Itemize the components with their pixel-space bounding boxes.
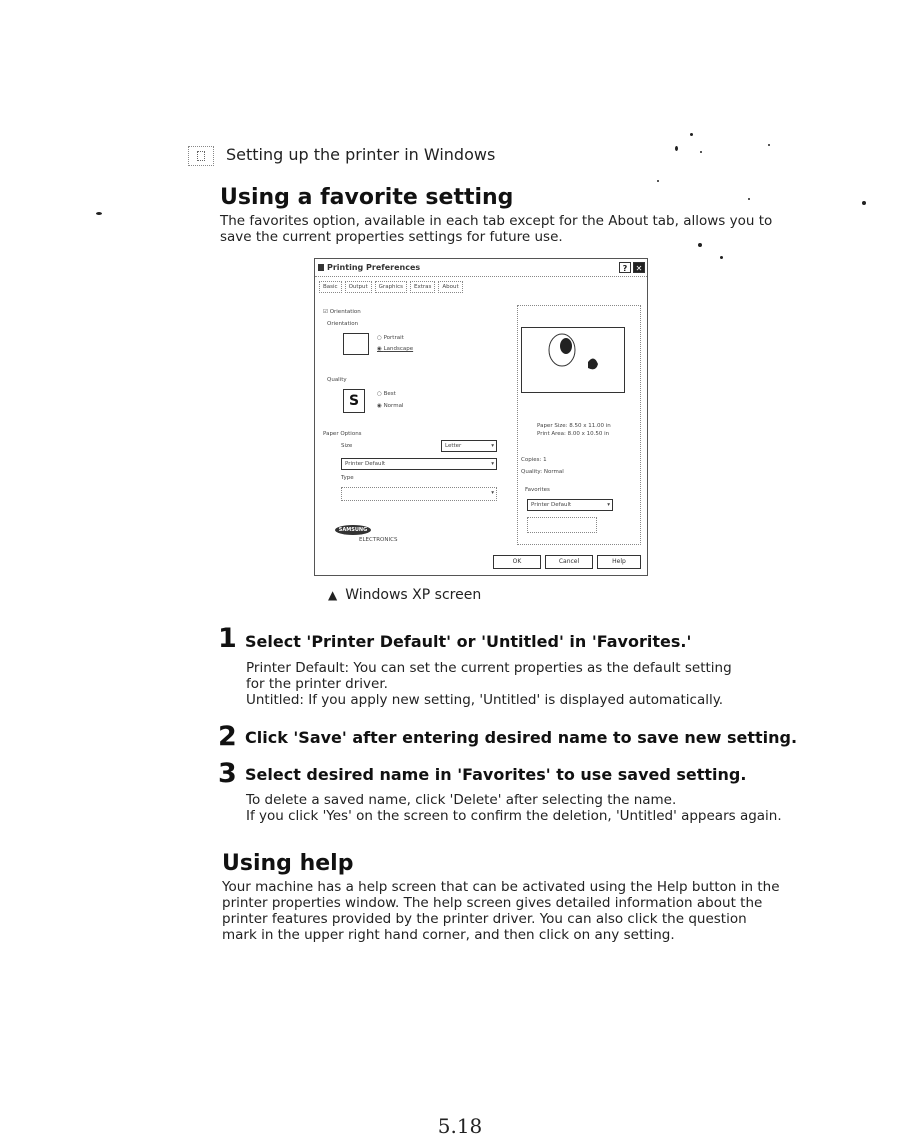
paper-options-label: Paper Options <box>323 431 362 437</box>
step-number: 2 <box>218 721 237 752</box>
dialog-tabs <box>319 281 463 293</box>
type-label: Type <box>341 475 354 481</box>
step-number: 3 <box>218 758 237 789</box>
printer-document-icon <box>188 146 214 166</box>
quality-label: Quality <box>327 377 347 383</box>
step-number: 1 <box>218 623 237 654</box>
section-header: Setting up the printer in Windows <box>226 145 496 164</box>
preview-illustration <box>522 328 624 392</box>
favorite-heading: Using a favorite setting <box>220 185 514 210</box>
scan-speck <box>748 198 750 200</box>
size-label: Size <box>341 443 353 449</box>
chevron-down-icon: ▾ <box>491 461 494 467</box>
chevron-down-icon: ▾ <box>607 502 610 508</box>
preview-image <box>521 327 625 393</box>
printing-preferences-dialog <box>314 258 648 576</box>
tab-about[interactable]: About <box>438 281 462 293</box>
paragraph-line: save the current properties settings for future use. <box>220 229 563 245</box>
scan-speck <box>768 144 770 146</box>
size-select[interactable] <box>441 440 497 452</box>
paragraph-line: Printer Default: You can set the current properties as the default setting <box>246 660 732 676</box>
orientation-label: Orientation <box>327 321 359 327</box>
favorites-value: Printer Default <box>531 502 572 508</box>
dialog-title-bar <box>315 259 647 277</box>
step-body <box>246 792 782 824</box>
chevron-down-icon: ▾ <box>491 443 494 449</box>
paragraph-line: Your machine has a help screen that can be activated using the Help button in the <box>222 879 780 895</box>
paragraph-line: To delete a saved name, click 'Delete' after selecting the name. <box>246 792 677 808</box>
help-paragraph <box>222 879 780 943</box>
portrait-radio[interactable]: ○ Portrait <box>377 335 404 341</box>
source-value: Printer Default <box>345 461 386 467</box>
paragraph-line: mark in the upper right hand corner, and then click on any setting. <box>222 927 675 943</box>
tab-extras[interactable]: Extras <box>410 281 435 293</box>
close-icon[interactable]: ✕ <box>633 262 645 273</box>
orientation-checkbox[interactable]: ☑ Orientation <box>323 309 361 315</box>
favorites-name-field[interactable] <box>527 517 597 533</box>
brand-subtitle: ELECTRONICS <box>359 537 398 543</box>
favorites-label: Favorites <box>525 487 550 493</box>
ok-button[interactable]: OK <box>493 555 541 569</box>
best-radio[interactable]: ○ Best <box>377 391 396 397</box>
chevron-down-icon: ▾ <box>491 490 494 496</box>
tab-graphics[interactable]: Graphics <box>375 281 407 293</box>
normal-radio[interactable]: ◉ Normal <box>377 403 404 409</box>
quality-info: Quality: Normal <box>521 469 564 475</box>
copies-info: Copies: 1 <box>521 457 547 463</box>
landscape-radio[interactable]: ◉ Landscape <box>377 346 414 352</box>
orientation-preview-icon <box>343 333 369 355</box>
help-button[interactable]: Help <box>597 555 641 569</box>
step-title: Click 'Save' after entering desired name to save new setting. <box>245 728 798 747</box>
step-title: Select desired name in 'Favorites' to use saved setting. <box>245 765 747 784</box>
paragraph-line: Untitled: If you apply new setting, 'Untitled' is displayed automatically. <box>246 692 724 708</box>
scan-speck <box>657 180 659 182</box>
tab-basic[interactable]: Basic <box>319 281 342 293</box>
scan-speck <box>690 133 693 136</box>
step-title: Select 'Printer Default' or 'Untitled' in 'Favorites.' <box>245 632 692 651</box>
source-select[interactable] <box>341 458 497 470</box>
paragraph-line: for the printer driver. <box>246 676 388 692</box>
paper-size-info: Paper Size: 8.50 x 11.00 in <box>537 423 611 429</box>
printer-icon <box>318 264 324 271</box>
caption-text: Windows XP screen <box>345 587 482 603</box>
scan-speck <box>675 146 678 151</box>
scan-speck <box>862 201 866 205</box>
scan-speck <box>720 256 723 259</box>
step-body <box>246 660 732 708</box>
page-number: 5.18 <box>437 1114 483 1138</box>
help-heading: Using help <box>222 851 354 876</box>
help-question-button[interactable]: ? <box>619 262 631 273</box>
favorites-select[interactable] <box>527 499 613 511</box>
type-select[interactable] <box>341 487 497 501</box>
paragraph-line: printer properties window. The help screen gives detailed information about the <box>222 895 763 911</box>
dialog-title: Printing Preferences <box>327 263 421 272</box>
scan-speck <box>700 151 702 153</box>
tab-output[interactable]: Output <box>345 281 372 293</box>
quality-s-icon: S <box>343 389 365 413</box>
paragraph-line: If you click 'Yes' on the screen to confirm the deletion, 'Untitled' appears again. <box>246 808 782 824</box>
scan-speck <box>96 212 102 215</box>
triangle-up-icon: ▲ <box>328 588 338 602</box>
cancel-button[interactable]: Cancel <box>545 555 593 569</box>
paragraph-line: printer features provided by the printer driver. You can also click the question <box>222 911 747 927</box>
paragraph-line: The favorites option, available in each tab except for the About tab, allows you to <box>220 213 773 229</box>
print-area-info: Print Area: 8.00 x 10.50 in <box>537 431 610 437</box>
size-value: Letter <box>445 443 462 449</box>
favorite-paragraph <box>220 213 772 245</box>
figure-caption <box>328 587 481 603</box>
samsung-logo: SAMSUNG <box>335 525 371 535</box>
